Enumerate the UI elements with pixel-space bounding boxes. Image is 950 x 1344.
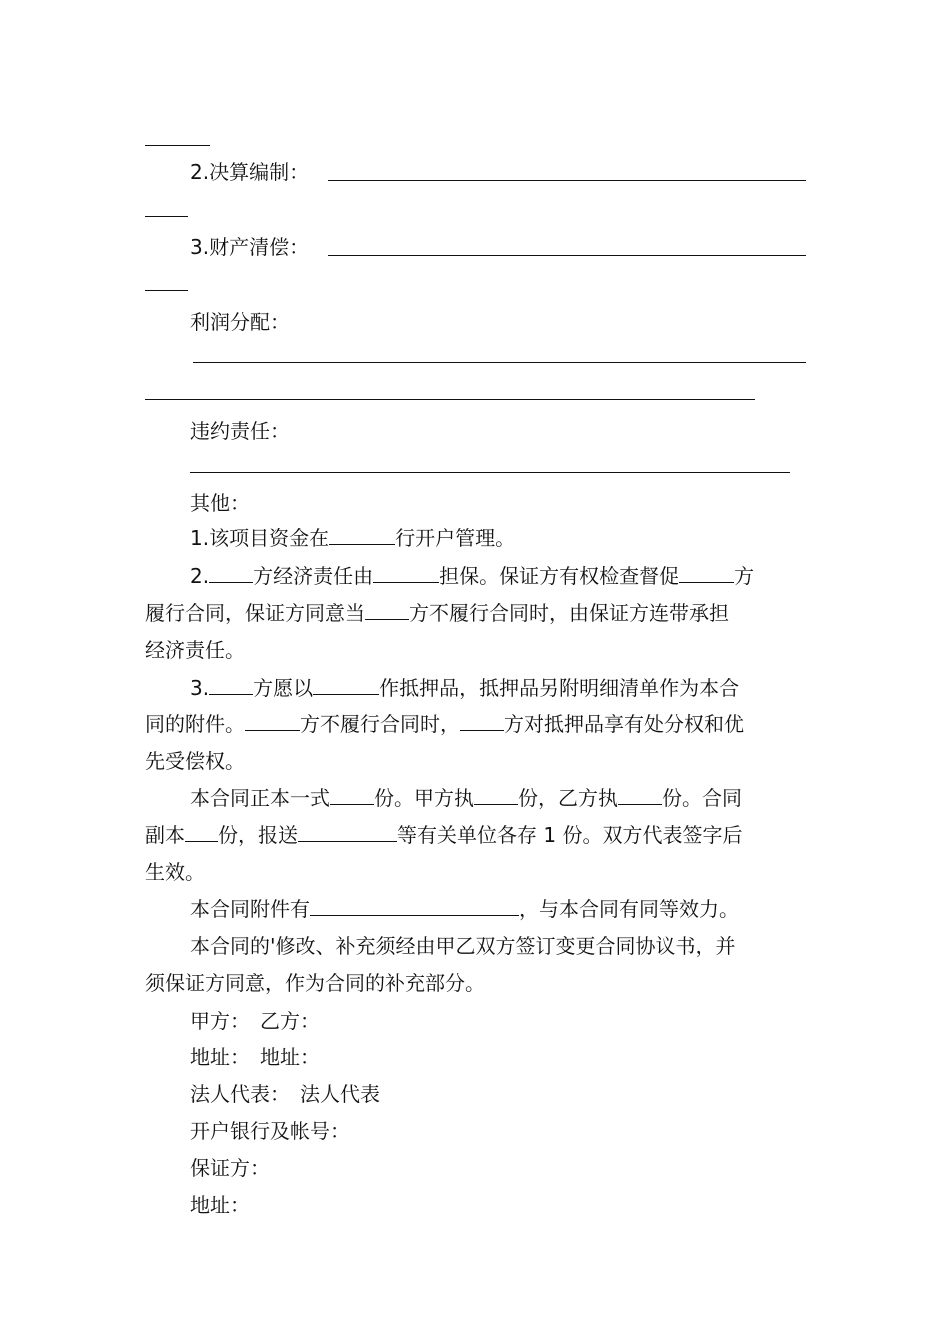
text: 份，报送	[218, 823, 298, 847]
signature-representatives	[190, 1080, 380, 1108]
text: 同的附件。	[145, 712, 245, 736]
text: 份。甲方执	[374, 786, 474, 810]
signature-bank	[190, 1117, 350, 1145]
blank	[474, 786, 518, 805]
blank	[329, 526, 395, 545]
text: 方不履行合同时，由保证方连带承担	[409, 601, 729, 625]
text: 方经济责任由	[253, 564, 374, 588]
other-clause-2-line-2	[145, 599, 729, 627]
text: 方不履行合同时，	[300, 712, 460, 736]
address-b-label: 地址：	[260, 1045, 320, 1069]
profit-heading	[190, 308, 290, 336]
amend-line-1	[190, 932, 736, 960]
settlement-item-3	[190, 233, 309, 261]
other-clause-2-line-3	[145, 636, 245, 664]
other-title: 其他：	[190, 491, 250, 515]
blank	[365, 601, 409, 620]
blank	[313, 676, 379, 695]
fill-line	[145, 145, 210, 146]
text: 3.	[190, 676, 210, 700]
party-b-label: 乙方：	[260, 1009, 320, 1033]
text: 副本	[145, 823, 185, 847]
blank	[618, 786, 662, 805]
text: 经济责任。	[145, 638, 245, 662]
fill-line	[145, 290, 188, 291]
text: 等有关单位各存 1 份。双方代表签字后	[397, 823, 743, 847]
signature-guarantor-address	[190, 1191, 250, 1219]
breach-heading	[190, 417, 290, 445]
text: 方	[734, 564, 755, 588]
blank	[460, 712, 504, 731]
text: 本合同的'修改、补充须经由甲乙双方签订变更合同协议书，并	[190, 934, 736, 958]
other-clause-3-line-2	[145, 710, 744, 738]
rep-a-label: 法人代表：	[190, 1082, 290, 1106]
other-clause-3-line-3	[145, 747, 245, 775]
text: 须保证方同意，作为合同的补充部分。	[145, 971, 485, 995]
blank	[298, 823, 397, 842]
signature-guarantor	[190, 1154, 270, 1182]
text: 行开户管理。	[395, 526, 516, 550]
copies-line-2	[145, 821, 742, 849]
copies-line-1	[190, 784, 742, 812]
other-clause-1	[190, 524, 515, 552]
rep-b-label: 法人代表	[300, 1082, 380, 1106]
text: 履行合同，保证方同意当	[145, 601, 365, 625]
blank	[330, 786, 374, 805]
fill-line	[328, 180, 806, 181]
amend-line-2	[145, 969, 485, 997]
text: 作抵押品，抵押品另附明细清单作为本合	[379, 676, 740, 700]
fill-line	[328, 255, 806, 256]
copies-line-3	[145, 858, 205, 886]
signature-addresses	[190, 1043, 320, 1071]
text: 本合同附件有	[190, 897, 310, 921]
text: 1.该项目资金在	[190, 526, 330, 550]
text: 方愿以	[253, 676, 314, 700]
other-heading	[190, 489, 250, 517]
fill-line	[190, 472, 790, 473]
fill-line	[145, 399, 755, 400]
text: 份。合同	[662, 786, 742, 810]
blank	[310, 897, 519, 916]
fill-line	[145, 216, 188, 217]
text: 份，乙方执	[518, 786, 618, 810]
blank	[209, 676, 253, 695]
attachments-line	[190, 895, 739, 923]
guarantor-address-label: 地址：	[190, 1193, 250, 1217]
text: 方对抵押品享有处分权和优	[504, 712, 744, 736]
other-clause-2-line-1	[190, 562, 754, 590]
blank	[679, 564, 734, 583]
other-clause-3-line-1	[190, 674, 739, 702]
settlement-item-2-label: 2.决算编制：	[190, 160, 310, 184]
address-a-label: 地址：	[190, 1045, 250, 1069]
blank	[245, 712, 300, 731]
blank	[209, 564, 253, 583]
profit-label: 利润分配：	[190, 310, 290, 334]
text: ，与本合同有同等效力。	[519, 897, 739, 921]
text: 先受偿权。	[145, 749, 245, 773]
fill-line	[193, 362, 806, 363]
bank-label: 开户银行及帐号：	[190, 1119, 350, 1143]
text: 本合同正本一式	[190, 786, 330, 810]
signature-parties	[190, 1007, 320, 1035]
blank	[185, 823, 218, 842]
text: 2.	[190, 564, 210, 588]
party-a-label: 甲方：	[190, 1009, 250, 1033]
guarantor-label: 保证方：	[190, 1156, 270, 1180]
text: 生效。	[145, 860, 205, 884]
text: 担保。保证方有权检查督促	[439, 564, 680, 588]
settlement-item-2	[190, 158, 309, 186]
breach-label: 违约责任：	[190, 419, 290, 443]
blank	[373, 564, 439, 583]
settlement-item-3-label: 3.财产清偿：	[190, 235, 310, 259]
